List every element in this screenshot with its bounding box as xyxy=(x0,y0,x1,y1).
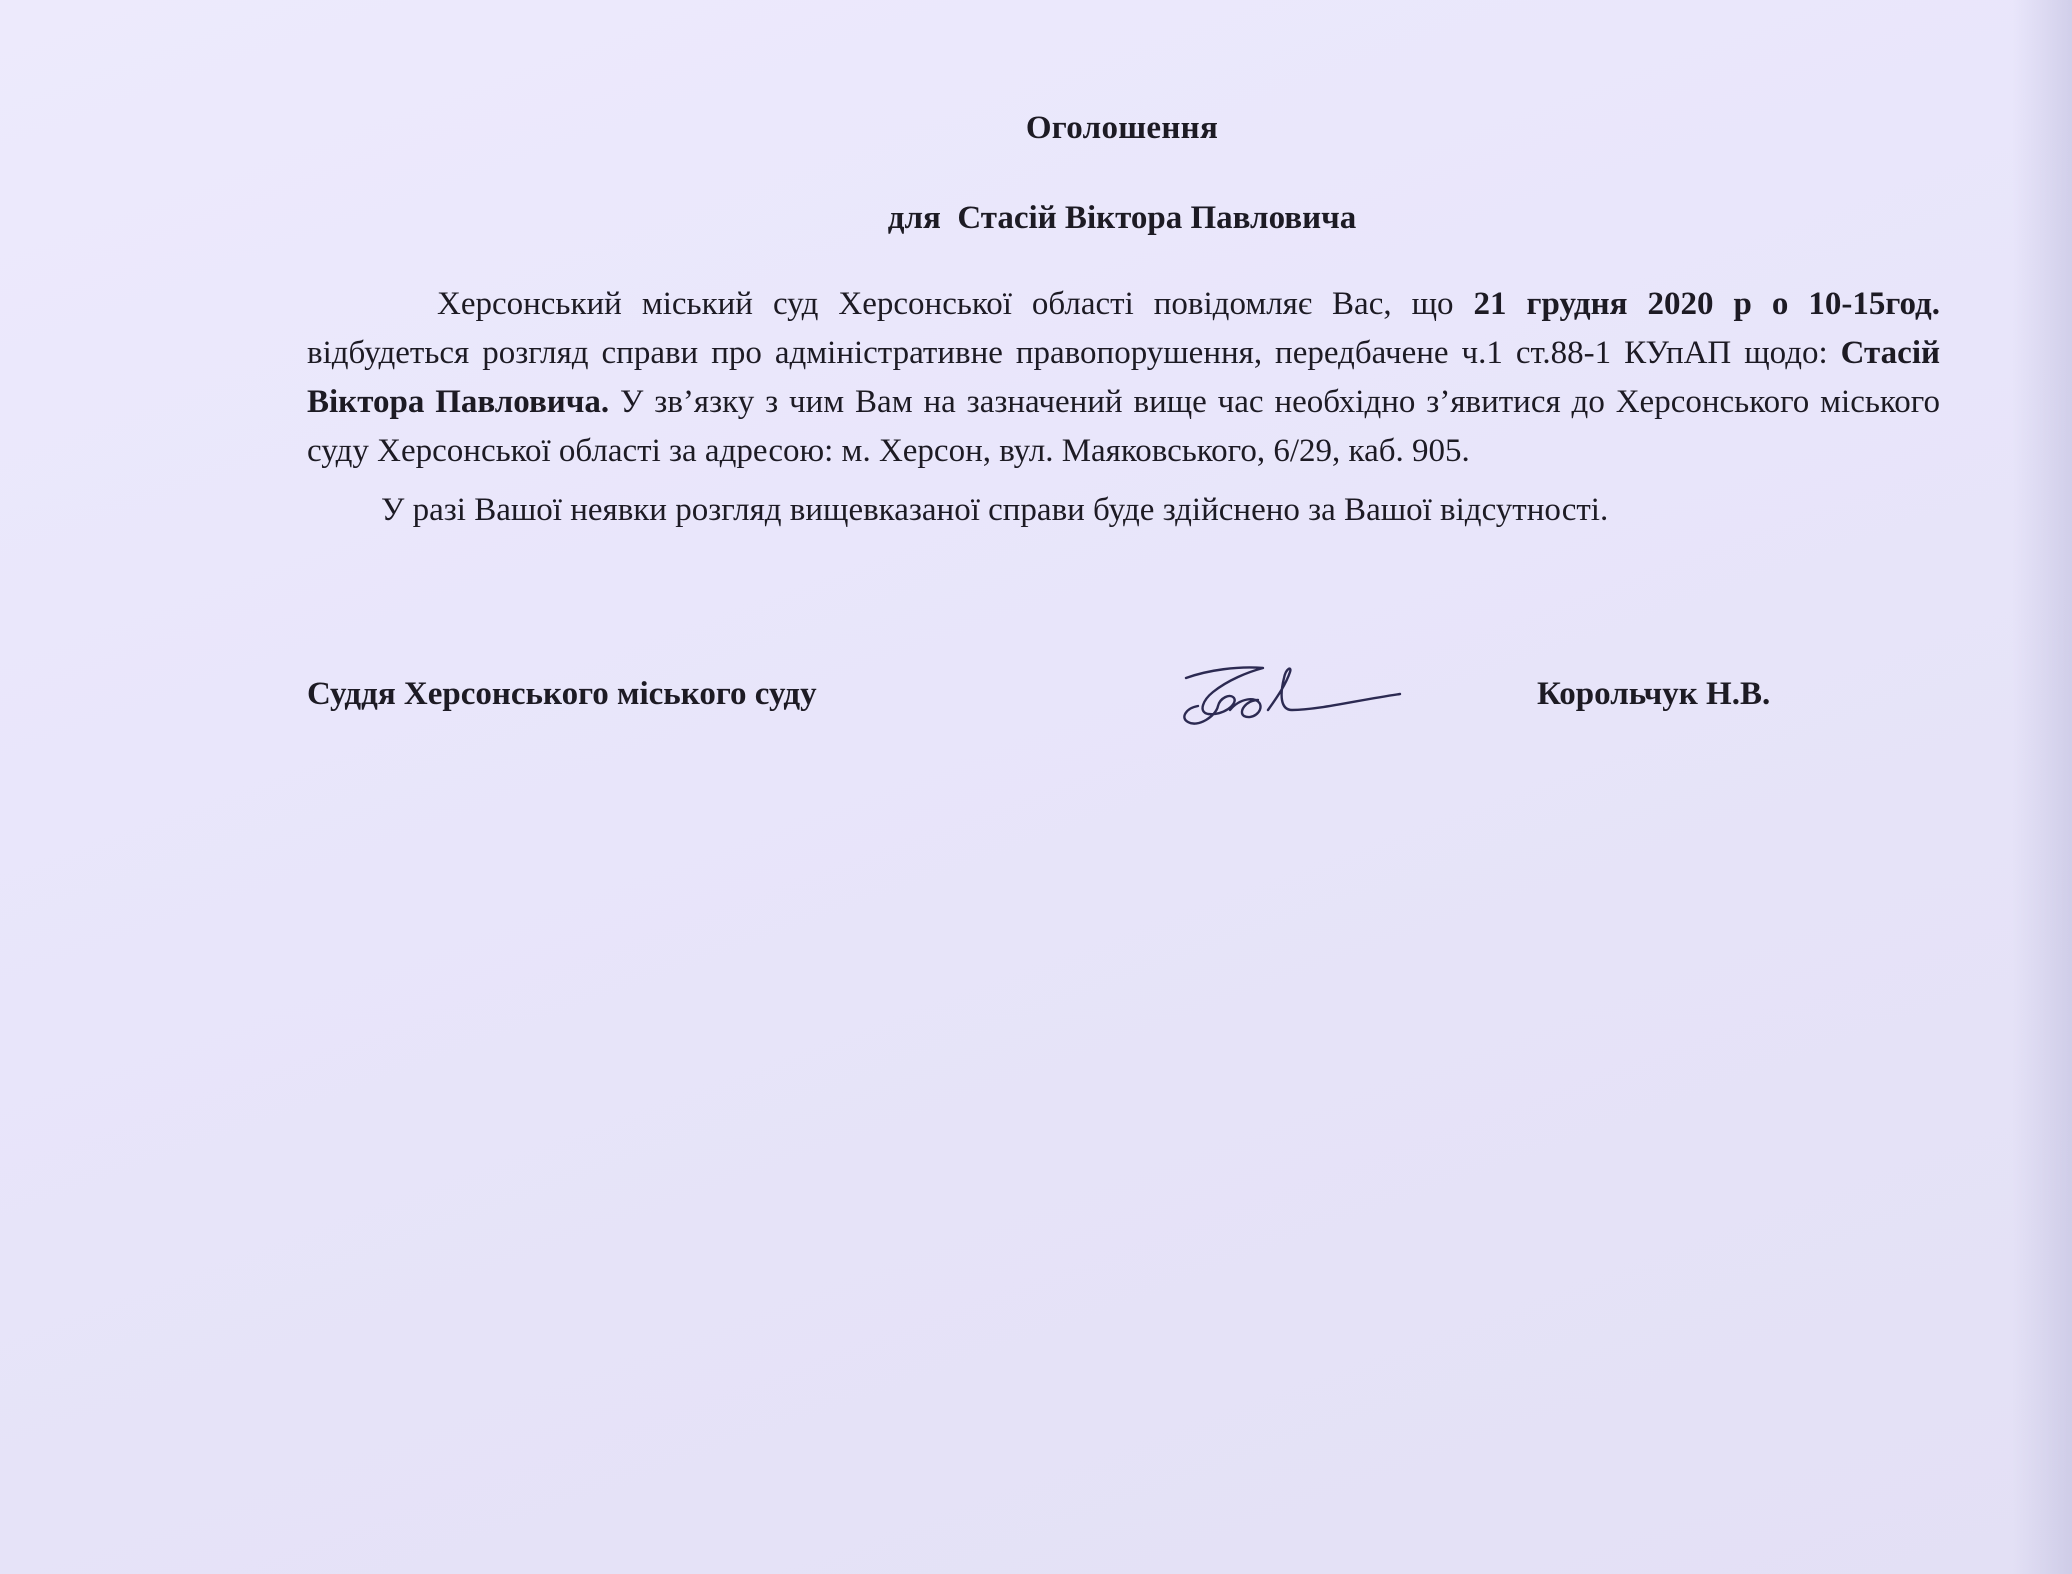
judge-name: Корольчук Н.В. xyxy=(1537,676,1771,712)
notice-ending: У зв’язку з чим Вам на зазначений вище час необхідно з’явитися до Херсонського міського суду Херсонської області за адресою: м. Херсон, вул. Маяковського, 6/29, каб. 905. xyxy=(307,384,1940,469)
hearing-date-time: 21 грудня 2020 р о 10-15год. xyxy=(1473,286,1941,322)
paragraph-absence: У разі Вашої неявки розгляд вищевказаної справи буде здійснено за Вашої відсутності. xyxy=(381,492,1609,528)
notice-middle: відбудеться розгляд справи про адміністративне правопорушення, передбачене ч.1 ст.88-1 КУпАП щодо: xyxy=(307,335,1841,371)
person-name: Стасій Віктора Павловича. xyxy=(307,335,1940,420)
signature-row xyxy=(307,670,1940,730)
document-title: Оголошення xyxy=(1025,110,1219,146)
handwritten-signature xyxy=(1168,648,1418,738)
document-body xyxy=(307,280,1940,535)
paragraph-notice xyxy=(307,280,1940,476)
judge-position: Суддя Херсонського міського суду xyxy=(307,676,817,712)
document-subtitle: для Стасій Віктора Павловича xyxy=(887,200,1357,236)
notice-intro: Херсонський міський суд Херсонської області повідомляє Вас, що xyxy=(437,286,1474,322)
page-edge-shadow xyxy=(2012,0,2072,1574)
